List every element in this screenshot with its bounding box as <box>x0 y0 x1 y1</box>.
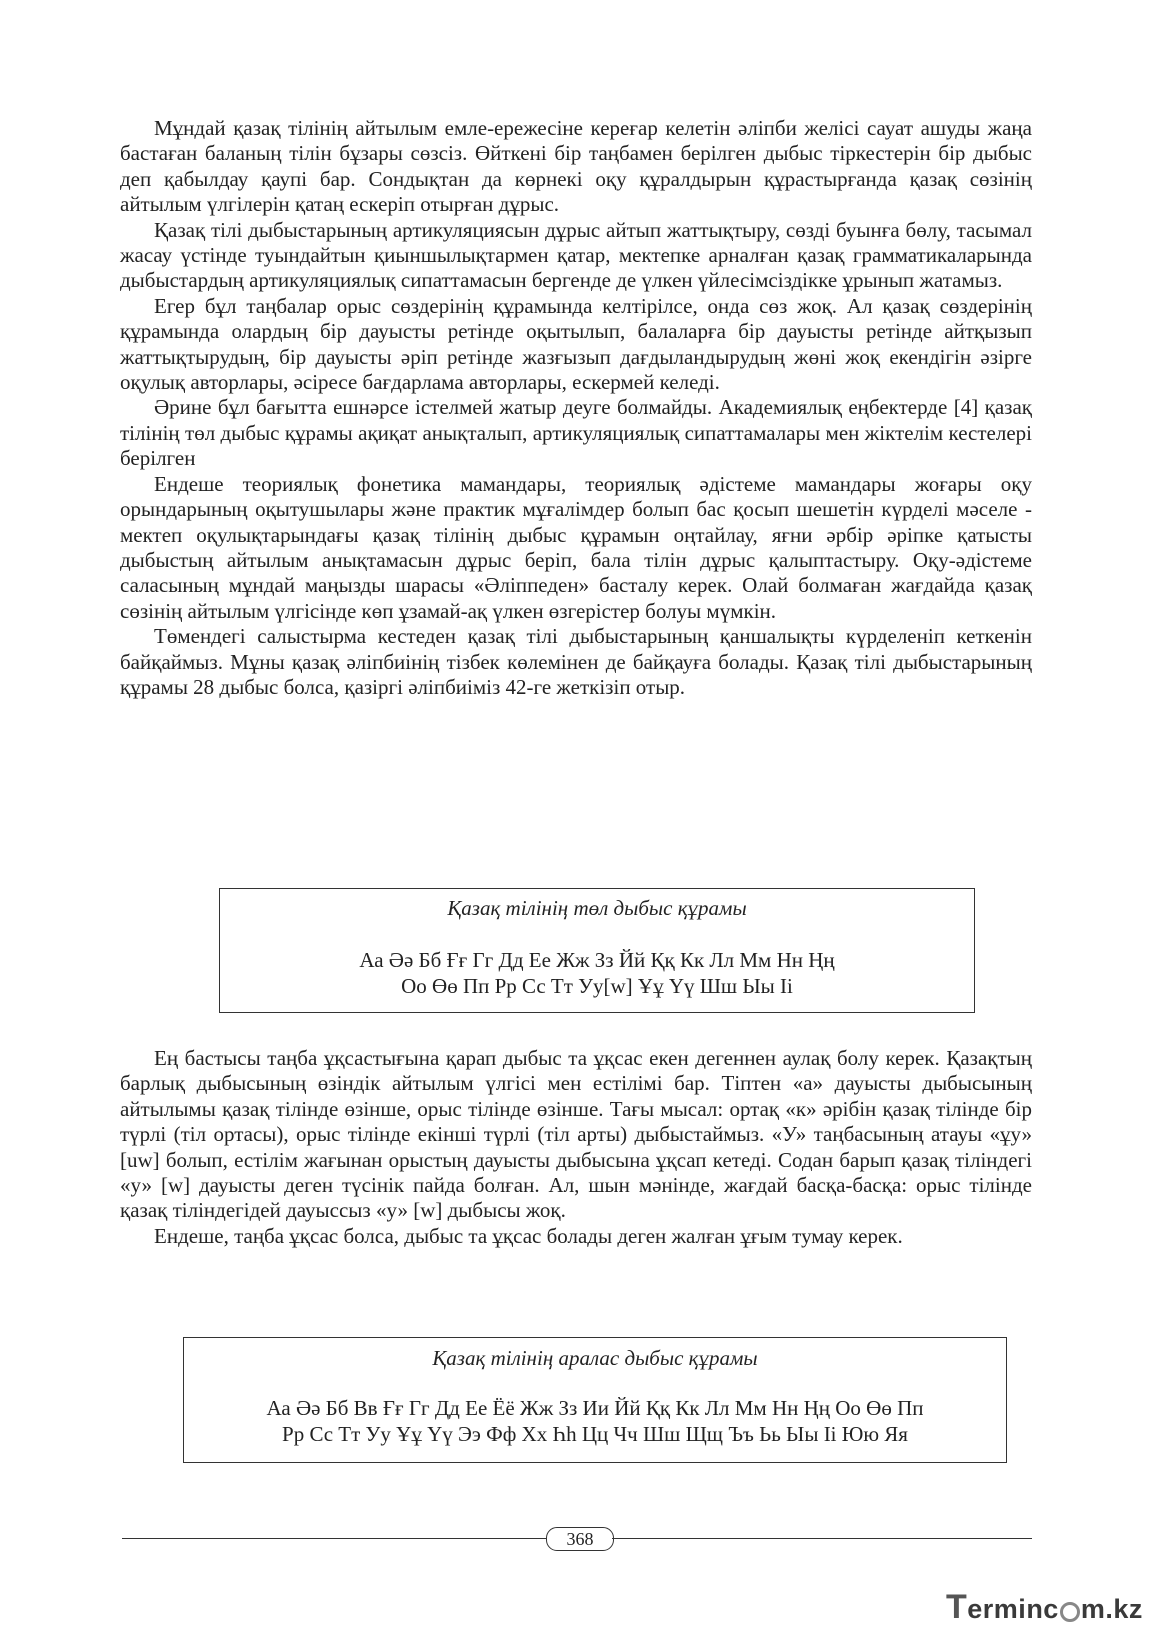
main-text-middle <box>120 1046 1032 1249</box>
watermark-text-2: m.kz <box>1080 1594 1143 1624</box>
footer-rule-right <box>612 1538 1032 1539</box>
paragraph: Ендеше, таңба ұқсас болса, дыбыс та ұқсас болады деген жалған ұғым тумау керек. <box>154 1223 903 1248</box>
paragraph: Қазақ тілі дыбыстарының артикуляциясын дұрыс айтып жаттықтыру, сөзді буынға бөлу, тасымал жасау үстінде туындайтын қиыншылықтармен қатар, мектепке арналған қазақ грамматикаларында дыбыстардың артикуляциялық сипаттамасын бергенде де үлкен үйлесімсіздікке ұрынып жатамыз. <box>120 217 1032 293</box>
paragraph: Төмендегі салыстырма кестеден қазақ тілі дыбыстарының қаншалықты күрделеніп кеткенін байқаймыз. Мұны қазақ әліпбиінің тізбек көлемінен де байқауға болады. Қазақ тілі дыбыстарының құрамы 28 дыбыс болса, қазіргі әліпбиіміз 42-ге жеткізіп отыр. <box>120 624 1032 699</box>
paragraph: Ендеше теориялық фонетика мамандары, теориялық әдістеме мамандары жоғары оқу орындарының оқытушылары және практик мұғалімдер болып бас қосып шешетін күрделі мәселе - мектеп оқулықтарындағы қазақ тілінің дыбыс құрамын оңтайлау, яғни әрбір әріпке қатысты дыбыстың айтылым анықтамасын дұрыс беріп, бала тілін дұрыс қалыптастыру. Оқу-әдістеме саласының мұндай маңызды шарасы «Әліппеден» басталу керек. Олай болмаған жағдайда қазақ сөзінің айтылым үлгісінде көп ұзамай-ақ үлкен өзгерістер болуы мүмкін. <box>120 471 1032 623</box>
paragraph: Әрине бұл бағытта ешнәрсе істелмей жатыр деуге болмайды. Академиялық еңбектерде [4] қазақ тілінің төл дыбыс құрамы ақиқат анықталып, артикуляциялық сипаттамалары мен жіктелім кестелері берілген <box>120 395 1032 471</box>
paragraph: Ең бастысы таңба ұқсастығына қарап дыбыс та ұқсас екен дегеннен аулақ болу керек. Қазақтың барлық дыбысының өзіндік айтылым үлгісі мен естілімі бар. Тіптен «а» дауысты дыбысының айтылымы қазақ тілінде өзінше, орыс тілінде өзінше. Тағы мысал: ортақ «к» әрібін қазақ тілінде бір түрлі (тіл ортасы), орыс тілінде екінші түрлі (тіл арты) дыбыстаймыз. «У» таңбасының атауы «ұу» [uw] болып, естілім жағынан орыстың дауысты дыбысына ұқсап кетеді. Содан барып қазақ тіліндегі «у» [w] дауысты деген түсінік пайда болған. Ал, шын мәнінде, жағдай басқа-басқа: орыс тілінде қазақ тіліндегідей дауыссыз «у» [w] дыбысы жоқ. <box>120 1046 1032 1223</box>
native-alphabet-line-2: Оо Өө Пп Рр Сс Тт Уу[w] Ұұ Үү Шш Ыы Іі <box>401 973 793 998</box>
native-alphabet-caption: Қазақ тілінің төл дыбыс құрамы <box>447 896 747 920</box>
mixed-alphabet-caption: Қазақ тілінің аралас дыбыс құрамы <box>432 1346 758 1370</box>
mixed-alphabet-line-1: Аа Әә Бб Вв Ғғ Гг Дд Ее Ёё Жж Зз Ии Йй Ққ Кк Лл Мм Нн Ңң Оо Өө Пп <box>266 1396 924 1421</box>
page-number: 368 <box>546 1527 614 1551</box>
site-watermark-logo <box>946 1588 1143 1627</box>
footer-rule-left <box>122 1538 547 1539</box>
native-alphabet-box <box>219 888 975 1013</box>
main-text-top <box>120 116 1032 700</box>
mixed-alphabet-box <box>183 1337 1007 1463</box>
watermark-letter-t: T <box>946 1588 968 1626</box>
magnifier-icon <box>1060 1602 1080 1622</box>
paragraph: Мұндай қазақ тілінің айтылым емле-ережесіне кереғар келетін әліпби желісі сауат ашуды жаңа бастаған баланың тілін бұзары сөзсіз. Өйткені бір таңбамен берілген дыбыс тіркестерін бір дыбыс деп қабылдау қаупі бар. Сондықтан да көрнекі оқу құралдырын құрастырғанда қазақ сөзінің айтылым үлгілерін қатаң ескеріп отырған дұрыс. <box>120 116 1032 217</box>
mixed-alphabet-line-2: Рр Сс Тт Уу Ұұ Үү Ээ Фф Хх Һһ Цц Чч Шш Щщ Ъъ Ьь Ыы Іі Юю Яя <box>282 1421 908 1446</box>
watermark-text-1: erminc <box>967 1594 1059 1624</box>
native-alphabet-line-1: Аа Әә Бб Ғғ Гг Дд Ее Жж Зз Йй Ққ Кк Лл Мм Нн Ңң <box>359 948 835 973</box>
paragraph: Егер бұл таңбалар орыс сөздерінің құрамында келтірілсе, онда сөз жоқ. Ал қазақ сөздерінің құрамында олардың бір дауысты ретінде оқытылып, балаларға бір дауысты ретінде айтқызып жаттықтырудың, бір дауысты әріп ретінде жазғызып дағдыландырудың жөні жоқ екендігін әзірге оқулық авторлары, әсіресе бағдарлама авторлары, ескермей келеді. <box>120 293 1032 395</box>
